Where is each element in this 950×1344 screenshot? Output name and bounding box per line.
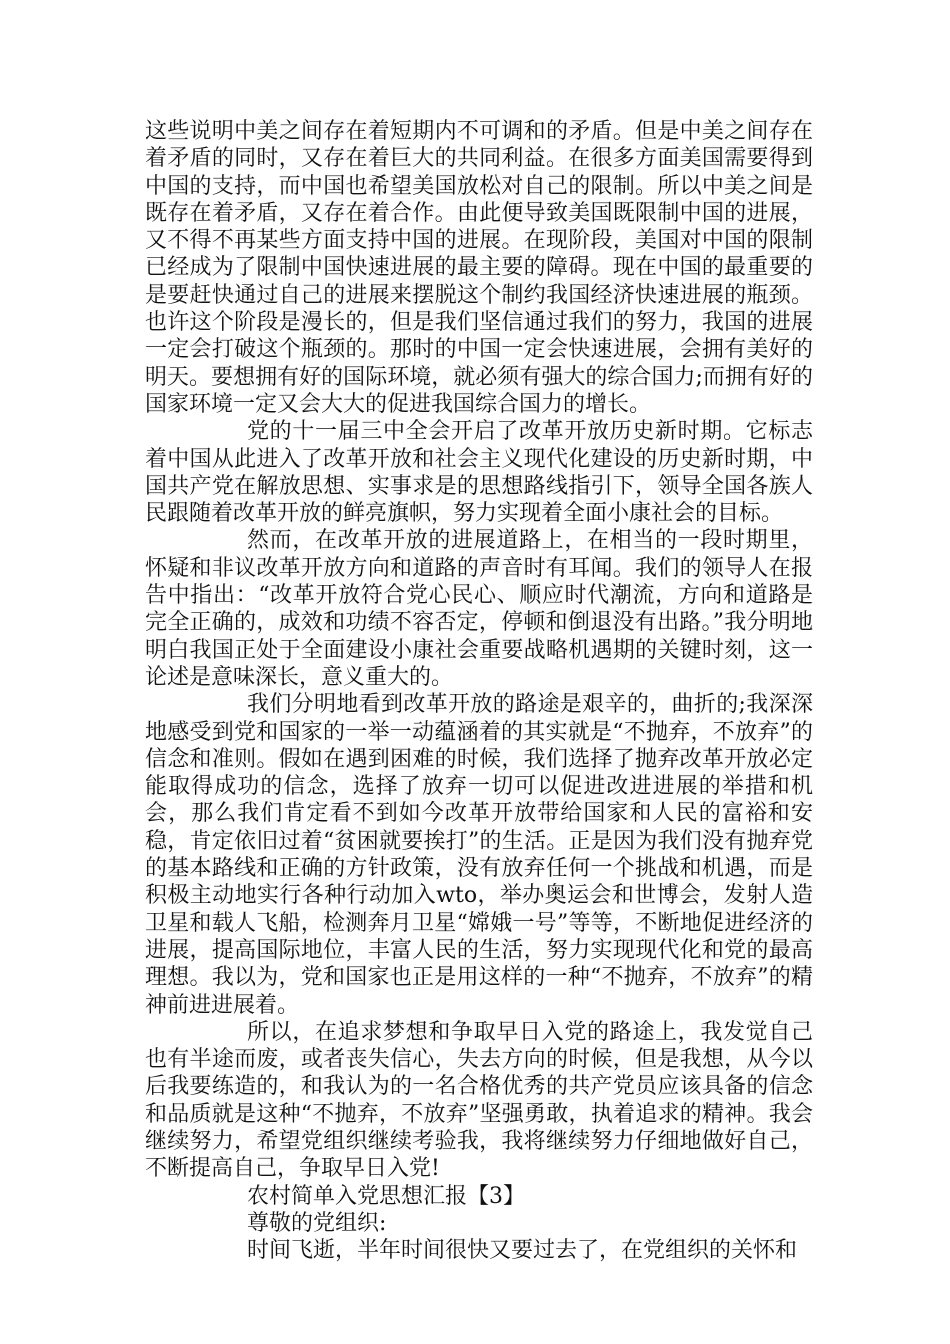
body-paragraph-1: 这些说明中美之间存在着短期内不可调和的矛盾。但是中美之间存在着矛盾的同时，又存在着巨大的共同利益。在很多方面美国需要得到中国的支持，而中国也希望美国放松对自己的限制。所以中美之间是既存在着矛盾，又存在着合作。由此便导致美国既限制中国的进展，又不得不再某些方面支持中国的进展。在现阶段，美国对中国的限制已经成为了限制中国快速进展的最主要的障碍。现在中国的最重要的是要赶快通过自己的进展来摆脱这个制约我国经济快速进展的瓶颈。也许这个阶段是漫长的，但是我们坚信通过我们的努力，我国的进展一定会打破这个瓶颈的。那时的中国一定会快速进展，会拥有美好的明天。要想拥有好的国际环境，就必须有强大的综合国力;而拥有好的国家环境一定又会大大的促进我国综合国力的增长。 bbox=[145, 119, 813, 417]
body-paragraph-4: 我们分明地看到改革开放的路途是艰辛的，曲折的;我深深地感受到党和国家的一举一动蕴涵着的其实就是“不抛弃，不放弃”的信念和准则。假如在遇到困难的时候，我们选择了抛弃改革开放必定能取得成功的信念，选择了放弃一切可以促进改进进展的举措和机会，那么我们肯定看不到如今改革开放带给国家和人民的富裕和安稳，肯定依旧过着“贫困就要挨打”的生活。正是因为我们没有抛弃党的基本路线和正确的方针政策，没有放弃任何一个挑战和机遇，而是积极主动地实行各种行动加入wto，举办奥运会和世博会，发射人造卫星和载人飞船，检测奔月卫星“嫦娥一号”等等，不断地促进经济的进展，提高国际地位，丰富人民的生活，努力实现现代化和党的最高理想。我以为，党和国家也正是用这样的一种“不抛弃，不放弃”的精神前进进展着。 bbox=[145, 692, 813, 1018]
body-paragraph-last: 时间飞逝，半年时间很快又要过去了，在党组织的关怀和 bbox=[247, 1238, 798, 1264]
section-title: 农村简单入党思想汇报【3】 bbox=[247, 1183, 525, 1209]
salutation: 尊敬的党组织: bbox=[247, 1210, 387, 1236]
body-paragraph-3: 然而，在改革开放的进展道路上，在相当的一段时期里，怀疑和非议改革开放方向和道路的声音时有耳闻。我们的领导人在报告中指出：“改革开放符合党心民心、顺应时代潮流，方向和道路是完全正确的，成效和功绩不容否定，停顿和倒退没有出路。”我分明地明白我国正处于全面建设小康社会重要战略机遇期的关键时刻，这一论述是意味深长，意义重大的。 bbox=[145, 528, 813, 690]
body-paragraph-2: 党的十一届三中全会开启了改革开放历史新时期。它标志着中国从此进入了改革开放和社会主义现代化建设的历史新时期，中国共产党在解放思想、实事求是的思想路线指引下，领导全国各族人民跟随着改革开放的鲜亮旗帜，努力实现着全面小康社会的目标。 bbox=[145, 419, 813, 527]
body-paragraph-5: 所以，在追求梦想和争取早日入党的路途上，我发觉自己也有半途而废，或者丧失信心，失去方向的时候，但是我想，从今以后我要练造的，和我认为的一名合格优秀的共产党员应该具备的信念和品质就是这种“不抛弃，不放弃”坚强勇敢，执着追求的精神。我会继续努力，希望党组织继续考验我，我将继续努力仔细地做好自己，不断提高自己，争取早日入党! bbox=[145, 1019, 813, 1182]
document-page bbox=[145, 118, 813, 1264]
